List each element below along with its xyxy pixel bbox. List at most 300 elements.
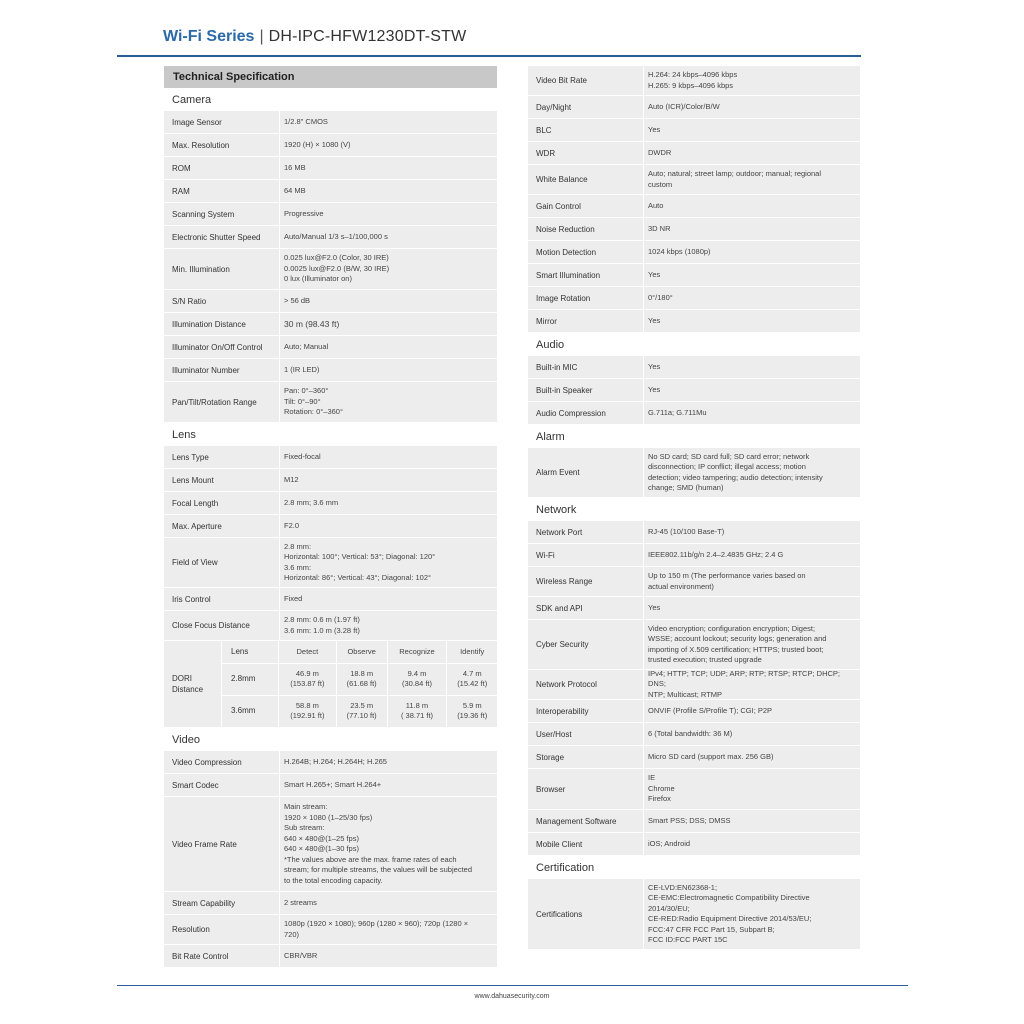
spec-value-line: 2 streams bbox=[284, 897, 317, 907]
spec-value bbox=[279, 226, 497, 248]
spec-value bbox=[643, 66, 860, 95]
spec-value bbox=[643, 567, 860, 596]
spec-value-line: 3.6 mm: bbox=[284, 562, 312, 572]
spec-value-line: Auto/Manual 1/3 s–1/100,000 s bbox=[284, 231, 388, 241]
spec-label: Illuminator On/Off Control bbox=[172, 342, 263, 352]
network-table bbox=[528, 521, 860, 856]
spec-label: Min. Illumination bbox=[172, 264, 230, 274]
spec-value-line: 1920 × 1080 (1–25/30 fps) bbox=[284, 812, 373, 822]
spec-banner: Technical Specification bbox=[164, 66, 497, 88]
spec-value-line: Horizontal: 86°; Vertical: 43°; Diagonal: 102° bbox=[284, 573, 431, 582]
dori-header-identify: Identify bbox=[447, 641, 497, 663]
spec-row-stream-capability bbox=[164, 892, 497, 915]
spec-value-line: Main stream: bbox=[284, 802, 328, 811]
spec-row-browser bbox=[528, 769, 860, 810]
spec-value-line: Tilt: 0°–90° bbox=[284, 396, 321, 406]
dori-recognize-cell bbox=[387, 663, 447, 695]
spec-value-line: G.711a; G.711Mu bbox=[648, 407, 707, 417]
spec-value bbox=[279, 382, 497, 422]
spec-value-line: Firefox bbox=[648, 794, 671, 804]
spec-value bbox=[643, 746, 860, 768]
spec-label: Illuminator Number bbox=[172, 365, 240, 375]
spec-value-line: Auto (ICR)/Color/B/W bbox=[648, 101, 720, 111]
spec-value-line: FCC ID:FCC PART 15C bbox=[648, 935, 728, 944]
spec-row-network-protocol bbox=[528, 670, 860, 700]
dori-value-line: 11.8 m bbox=[405, 701, 429, 710]
spec-value-line: Progressive bbox=[284, 208, 324, 218]
video-table bbox=[164, 751, 497, 968]
spec-label: Cyber Security bbox=[536, 640, 589, 649]
spec-row-mobile-client bbox=[528, 833, 860, 856]
spec-row-max-resolution bbox=[164, 134, 497, 157]
spec-row-lens-mount bbox=[164, 469, 497, 492]
dori-observe-cell bbox=[336, 663, 387, 695]
spec-row-scanning-system bbox=[164, 203, 497, 226]
right-column bbox=[528, 66, 860, 950]
spec-value-line: Yes bbox=[648, 124, 661, 134]
section-lens: Lens bbox=[164, 423, 497, 446]
spec-row-video-compression bbox=[164, 751, 497, 774]
footer-url: www.dahuasecurity.com bbox=[474, 993, 550, 1000]
spec-label: Close Focus Distance bbox=[172, 621, 250, 630]
spec-label: User/Host bbox=[536, 729, 572, 739]
spec-label: Lens Type bbox=[172, 452, 209, 462]
spec-row-day-night bbox=[528, 96, 860, 119]
section-certification: Certification bbox=[528, 856, 860, 879]
spec-value bbox=[643, 264, 860, 286]
spec-row-max-aperture bbox=[164, 515, 497, 538]
spec-label: Mirror bbox=[536, 316, 557, 326]
spec-value-line: Auto bbox=[648, 200, 664, 210]
spec-row-focal-length bbox=[164, 492, 497, 515]
spec-value-line: IE bbox=[648, 773, 656, 783]
spec-value-line: No SD card; SD card full; SD card error; network bbox=[648, 451, 810, 461]
dori-value-line: (15.42 ft) bbox=[457, 679, 488, 688]
dori-value-line: 58.8 m bbox=[295, 701, 319, 710]
spec-value-line: 64 MB bbox=[284, 185, 306, 195]
dori-observe-cell bbox=[336, 695, 387, 727]
spec-value bbox=[279, 249, 497, 289]
spec-row-image-rotation bbox=[528, 287, 860, 310]
dori-value-line: (19.36 ft) bbox=[457, 711, 488, 720]
dori-identify-cell bbox=[447, 663, 497, 695]
spec-row-ram bbox=[164, 180, 497, 203]
spec-label: Motion Detection bbox=[536, 247, 597, 257]
spec-value bbox=[279, 751, 497, 773]
section-alarm: Alarm bbox=[528, 425, 860, 448]
spec-label: Built-in MIC bbox=[536, 362, 578, 372]
spec-value-line: RJ-45 (10/100 Base-T) bbox=[648, 526, 725, 536]
spec-value bbox=[643, 620, 860, 669]
spec-row-lens-type bbox=[164, 446, 497, 469]
spec-label: Focal Length bbox=[172, 498, 219, 508]
spec-label: Wireless Range bbox=[536, 577, 593, 586]
spec-value-line: 1024 kbps (1080p) bbox=[648, 246, 711, 256]
spec-row-rom bbox=[164, 157, 497, 180]
spec-value bbox=[643, 241, 860, 263]
dori-header-detect: Detect bbox=[279, 641, 337, 663]
spec-row-mirror bbox=[528, 310, 860, 333]
spec-row-wdr bbox=[528, 142, 860, 165]
video-continued-table bbox=[528, 66, 860, 333]
spec-value bbox=[279, 157, 497, 179]
spec-row-image-sensor bbox=[164, 111, 497, 134]
spec-value-line: 0°/180° bbox=[648, 292, 673, 302]
spec-label: Mobile Client bbox=[536, 839, 583, 849]
spec-row-wi-fi bbox=[528, 544, 860, 567]
model-number: DH-IPC-HFW1230DT-STW bbox=[268, 28, 467, 45]
spec-value bbox=[279, 134, 497, 156]
spec-row-alarm-event bbox=[528, 448, 860, 498]
spec-value bbox=[643, 879, 860, 949]
spec-value-line: H.264: 24 kbps–4096 kbps bbox=[648, 70, 738, 79]
spec-row-white-balance bbox=[528, 165, 860, 195]
spec-row-illuminator-number bbox=[164, 359, 497, 382]
spec-value-line: H.265: 9 kbps–4096 kbps bbox=[648, 80, 734, 90]
spec-value-line: 0.0025 lux@F2.0 (B/W, 30 IRE) bbox=[284, 263, 390, 273]
spec-value-line: stream; for multiple streams, the values will be subjected bbox=[284, 865, 472, 874]
spec-value-line: *The values above are the max. frame rates of each bbox=[284, 854, 457, 864]
dori-header-observe: Observe bbox=[336, 641, 387, 663]
spec-value-line: 2.8 mm: bbox=[284, 541, 312, 551]
spec-value-line: detection; video tampering; audio detection; intensity bbox=[648, 472, 823, 482]
spec-value-line: 1/2.8" CMOS bbox=[284, 116, 328, 126]
spec-row-storage bbox=[528, 746, 860, 769]
spec-value-line: Yes bbox=[648, 361, 661, 371]
spec-label: White Balance bbox=[536, 175, 588, 184]
dori-value-line: (30.84 ft) bbox=[401, 679, 432, 688]
spec-value-line: Yes bbox=[648, 269, 661, 279]
dori-header-recognize: Recognize bbox=[387, 641, 447, 663]
spec-value-line: NTP; Multicast; RTMP bbox=[648, 689, 723, 699]
spec-row-network-port bbox=[528, 521, 860, 544]
footer-rule bbox=[117, 985, 908, 986]
dori-table bbox=[164, 641, 497, 728]
spec-label: Scanning System bbox=[172, 209, 235, 219]
spec-value bbox=[643, 287, 860, 309]
spec-row-video-bit-rate bbox=[528, 66, 860, 96]
spec-value-line: CE-RED:Radio Equipment Directive 2014/53/EU; bbox=[648, 914, 812, 923]
spec-value-line: 640 × 480@(1–30 fps) bbox=[284, 844, 359, 853]
spec-value-line: Smart PSS; DSS; DMSS bbox=[648, 815, 731, 825]
spec-value-line: Auto; natural; street lamp; outdoor; manual; regional bbox=[648, 169, 822, 178]
spec-label: Day/Night bbox=[536, 102, 572, 112]
spec-row-close-focus-distance bbox=[164, 611, 497, 641]
spec-value-line: 2.8 mm: 0.6 m (1.97 ft) bbox=[284, 615, 360, 624]
spec-label: Field of View bbox=[172, 558, 218, 567]
spec-row-user-host bbox=[528, 723, 860, 746]
spec-value-line: 720) bbox=[284, 929, 300, 939]
spec-row-smart-illumination bbox=[528, 264, 860, 287]
spec-value bbox=[279, 359, 497, 381]
spec-value-line: 2.8 mm; 3.6 mm bbox=[284, 497, 339, 507]
spec-row-certifications bbox=[528, 879, 860, 950]
spec-value-line: change; SMD (human) bbox=[648, 483, 724, 492]
spec-label: Stream Capability bbox=[172, 898, 236, 908]
spec-value-line: 16 MB bbox=[284, 162, 306, 172]
spec-value-line: 30 m (98.43 ft) bbox=[284, 318, 340, 329]
spec-value-line: Smart H.265+; Smart H.264+ bbox=[284, 779, 382, 789]
spec-value bbox=[643, 195, 860, 217]
spec-value-line: Auto; Manual bbox=[284, 341, 329, 351]
spec-value-line: to the total encoding capacity. bbox=[284, 875, 383, 885]
section-video: Video bbox=[164, 728, 497, 751]
dori-value-line: 23.5 m bbox=[350, 701, 374, 710]
spec-value bbox=[279, 111, 497, 133]
spec-value-line: Yes bbox=[648, 315, 661, 325]
spec-row-wireless-range bbox=[528, 567, 860, 597]
dori-value-line: (77.10 ft) bbox=[346, 711, 377, 720]
spec-label: Built-in Speaker bbox=[536, 385, 593, 395]
spec-row-pan-tilt-rotation-range bbox=[164, 382, 497, 423]
spec-row-illuminator-on-off-control bbox=[164, 336, 497, 359]
spec-value bbox=[643, 218, 860, 240]
spec-row-cyber-security bbox=[528, 620, 860, 670]
dori-label: DORI Distance bbox=[164, 641, 222, 727]
dori-value-line: (192.91 ft) bbox=[290, 711, 325, 720]
spec-value bbox=[643, 723, 860, 745]
spec-label: Max. Aperture bbox=[172, 521, 222, 531]
dori-value-line: (153.87 ft) bbox=[290, 679, 325, 688]
spec-label: S/N Ratio bbox=[172, 296, 207, 306]
spec-value-line: Horizontal: 100°; Vertical: 53°; Diagonal: 120° bbox=[284, 552, 436, 561]
spec-label: Video Compression bbox=[172, 757, 242, 767]
spec-row-motion-detection bbox=[528, 241, 860, 264]
spec-value-line: DWDR bbox=[648, 147, 672, 157]
spec-value bbox=[279, 797, 497, 891]
spec-value bbox=[643, 96, 860, 118]
spec-label: Alarm Event bbox=[536, 468, 580, 477]
spec-row-blc bbox=[528, 119, 860, 142]
certification-table bbox=[528, 879, 860, 950]
spec-row-field-of-view bbox=[164, 538, 497, 588]
spec-value bbox=[643, 544, 860, 566]
spec-value-line: Fixed bbox=[284, 593, 303, 603]
spec-row-electronic-shutter-speed bbox=[164, 226, 497, 249]
spec-label: Network Port bbox=[536, 527, 583, 537]
spec-value-line: > 56 dB bbox=[284, 295, 311, 305]
spec-value-line: Video encryption; configuration encryption; Digest; bbox=[648, 623, 816, 633]
spec-label: Image Rotation bbox=[536, 293, 591, 303]
spec-value bbox=[643, 521, 860, 543]
spec-label: SDK and API bbox=[536, 603, 583, 613]
spec-value-line: Pan: 0°–360° bbox=[284, 386, 329, 396]
spec-label: Image Sensor bbox=[172, 117, 222, 127]
spec-value bbox=[279, 203, 497, 225]
spec-value-line: 2014/30/EU; bbox=[648, 903, 690, 913]
dori-value-line: (61.68 ft) bbox=[346, 679, 377, 688]
spec-label: BLC bbox=[536, 125, 552, 135]
dori-lens: 3.6mm bbox=[222, 695, 279, 727]
spec-value bbox=[643, 379, 860, 401]
spec-label: Video Frame Rate bbox=[172, 839, 237, 849]
spec-label: Smart Codec bbox=[172, 780, 219, 790]
spec-label: Illumination Distance bbox=[172, 319, 246, 329]
dori-value-line: 9.4 m bbox=[407, 669, 427, 678]
spec-value bbox=[643, 700, 860, 722]
spec-value-line: FCC:47 CFR FCC Part 15, Subpart B; bbox=[648, 924, 775, 934]
spec-row-min-illumination bbox=[164, 249, 497, 290]
spec-value bbox=[279, 892, 497, 914]
spec-label: Bit Rate Control bbox=[172, 951, 229, 961]
spec-row-iris-control bbox=[164, 588, 497, 611]
spec-value-line: CBR/VBR bbox=[284, 950, 318, 960]
spec-label: Lens Mount bbox=[172, 475, 214, 485]
spec-value-line: Yes bbox=[648, 384, 661, 394]
audio-table bbox=[528, 356, 860, 425]
dori-detect-cell bbox=[279, 663, 337, 695]
spec-value bbox=[279, 180, 497, 202]
dori-value-line: 18.8 m bbox=[350, 669, 374, 678]
header-rule bbox=[117, 55, 861, 57]
section-audio: Audio bbox=[528, 333, 860, 356]
spec-value bbox=[279, 492, 497, 514]
spec-value bbox=[643, 769, 860, 809]
spec-value bbox=[279, 538, 497, 587]
lens-table bbox=[164, 446, 497, 641]
spec-label: Wi-Fi bbox=[536, 550, 555, 560]
spec-value-line: 0.025 lux@F2.0 (Color, 30 IRE) bbox=[284, 253, 389, 263]
spec-value bbox=[643, 142, 860, 164]
spec-value-line: actual environment) bbox=[648, 581, 714, 591]
spec-row-illumination-distance bbox=[164, 313, 497, 336]
spec-value-line: 3D NR bbox=[648, 223, 671, 233]
spec-label: Max. Resolution bbox=[172, 140, 230, 150]
spec-value-line: WSSE; account lockout; security logs; generation and bbox=[648, 634, 827, 643]
spec-value-line: Rotation: 0°–360° bbox=[284, 407, 343, 417]
spec-value bbox=[279, 915, 497, 944]
series-title: Wi-Fi Series bbox=[163, 28, 255, 45]
spec-label: Interoperability bbox=[536, 706, 589, 716]
spec-value bbox=[643, 310, 860, 332]
spec-value bbox=[279, 945, 497, 967]
spec-value bbox=[279, 313, 497, 335]
dori-header-lens: Lens bbox=[222, 641, 279, 663]
spec-row-bit-rate-control bbox=[164, 945, 497, 968]
spec-label: WDR bbox=[536, 148, 556, 158]
section-network: Network bbox=[528, 498, 860, 521]
spec-label: Management Software bbox=[536, 816, 617, 826]
spec-value bbox=[279, 336, 497, 358]
spec-label: ROM bbox=[172, 163, 191, 173]
dori-lens: 2.8mm bbox=[222, 663, 279, 695]
spec-value-line: ONVIF (Profile S/Profile T); CGI; P2P bbox=[648, 705, 773, 715]
spec-label: Audio Compression bbox=[536, 408, 606, 418]
spec-row-smart-codec bbox=[164, 774, 497, 797]
spec-label: Resolution bbox=[172, 925, 210, 934]
section-camera: Camera bbox=[164, 88, 497, 111]
spec-row-gain-control bbox=[528, 195, 860, 218]
spec-value bbox=[279, 611, 497, 640]
spec-value-line: importing of X.509 certification; HTTPS; trusted boot; bbox=[648, 644, 824, 654]
spec-value-line: CE-EMC:Electromagnetic Compatibility Directive bbox=[648, 893, 810, 902]
spec-label: Browser bbox=[536, 784, 566, 794]
spec-value-line: 0 lux (Illuminator on) bbox=[284, 274, 352, 284]
spec-label: Electronic Shutter Speed bbox=[172, 232, 261, 242]
spec-value-line: 1080p (1920 × 1080); 960p (1280 × 960); 720p (1280 × bbox=[284, 919, 469, 928]
spec-value bbox=[643, 597, 860, 619]
spec-row-interoperability bbox=[528, 700, 860, 723]
spec-value-line: Fixed-focal bbox=[284, 451, 321, 461]
spec-value bbox=[279, 774, 497, 796]
spec-label: Noise Reduction bbox=[536, 224, 595, 234]
spec-row-built-in-mic bbox=[528, 356, 860, 379]
alarm-table bbox=[528, 448, 860, 498]
spec-value bbox=[279, 515, 497, 537]
spec-value bbox=[643, 810, 860, 832]
spec-value bbox=[279, 290, 497, 312]
spec-value-line: Up to 150 m (The performance varies based on bbox=[648, 571, 806, 580]
spec-value-line: M12 bbox=[284, 474, 299, 484]
spec-label: Network Protocol bbox=[536, 680, 597, 689]
spec-value-line: H.264B; H.264; H.264H; H.265 bbox=[284, 756, 387, 766]
spec-value-line: CE-LVD:EN62368-1; bbox=[648, 882, 718, 892]
spec-row-management-software bbox=[528, 810, 860, 833]
spec-value-line: 1 (IR LED) bbox=[284, 364, 320, 374]
spec-label: Pan/Tilt/Rotation Range bbox=[172, 397, 257, 407]
spec-label: Gain Control bbox=[536, 201, 581, 211]
spec-row-audio-compression bbox=[528, 402, 860, 425]
spec-value bbox=[643, 356, 860, 378]
dori-value-line: ( 38.71 ft) bbox=[400, 711, 434, 720]
dori-value-line: 4.7 m bbox=[462, 669, 482, 678]
spec-value-line: Chrome bbox=[648, 783, 675, 793]
spec-label: Iris Control bbox=[172, 594, 211, 604]
spec-value bbox=[279, 469, 497, 491]
spec-value bbox=[279, 588, 497, 610]
page-header bbox=[163, 28, 466, 46]
left-column bbox=[164, 66, 497, 968]
spec-row-s-n-ratio bbox=[164, 290, 497, 313]
spec-row-built-in-speaker bbox=[528, 379, 860, 402]
spec-value-line: 640 × 480@(1–25 fps) bbox=[284, 833, 359, 843]
spec-value-line: Sub stream: bbox=[284, 823, 325, 832]
dori-recognize-cell bbox=[387, 695, 447, 727]
header-separator: | bbox=[259, 28, 264, 45]
spec-value-line: Micro SD card (support max. 256 GB) bbox=[648, 751, 774, 761]
spec-value bbox=[643, 165, 860, 194]
spec-value-line: iOS; Android bbox=[648, 838, 691, 848]
dori-identify-cell bbox=[447, 695, 497, 727]
spec-value bbox=[643, 833, 860, 855]
spec-value bbox=[643, 448, 860, 497]
spec-label: Smart Illumination bbox=[536, 270, 601, 280]
spec-value-line: 3.6 mm: 1.0 m (3.28 ft) bbox=[284, 625, 360, 635]
spec-value bbox=[643, 670, 860, 699]
spec-value-line: 1920 (H) × 1080 (V) bbox=[284, 139, 351, 149]
spec-label: RAM bbox=[172, 186, 190, 196]
spec-value bbox=[279, 446, 497, 468]
dori-value-line: 46.9 m bbox=[295, 669, 319, 678]
spec-value-line: Yes bbox=[648, 602, 661, 612]
spec-value-line: disconnection; IP conflict; illegal access; motion bbox=[648, 462, 806, 471]
spec-value-line: IPv4; HTTP; TCP; UDP; ARP; RTP; RTSP; RTCP; DHCP; DNS; bbox=[648, 668, 840, 689]
spec-row-video-frame-rate bbox=[164, 797, 497, 892]
spec-value-line: F2.0 bbox=[284, 520, 300, 530]
spec-value-line: trusted execution; trusted upgrade bbox=[648, 655, 762, 664]
spec-value-line: 6 (Total bandwidth: 36 M) bbox=[648, 728, 733, 738]
spec-label: Video Bit Rate bbox=[536, 76, 587, 85]
spec-value bbox=[643, 402, 860, 424]
spec-row-noise-reduction bbox=[528, 218, 860, 241]
spec-value-line: custom bbox=[648, 179, 673, 189]
spec-label: Certifications bbox=[536, 909, 583, 919]
spec-row-resolution bbox=[164, 915, 497, 945]
dori-value-line: 5.9 m bbox=[462, 701, 482, 710]
spec-label: Storage bbox=[536, 752, 565, 762]
spec-value-line: IEEE802.11b/g/n 2.4–2.4835 GHz; 2.4 G bbox=[648, 549, 784, 559]
spec-value bbox=[643, 119, 860, 141]
